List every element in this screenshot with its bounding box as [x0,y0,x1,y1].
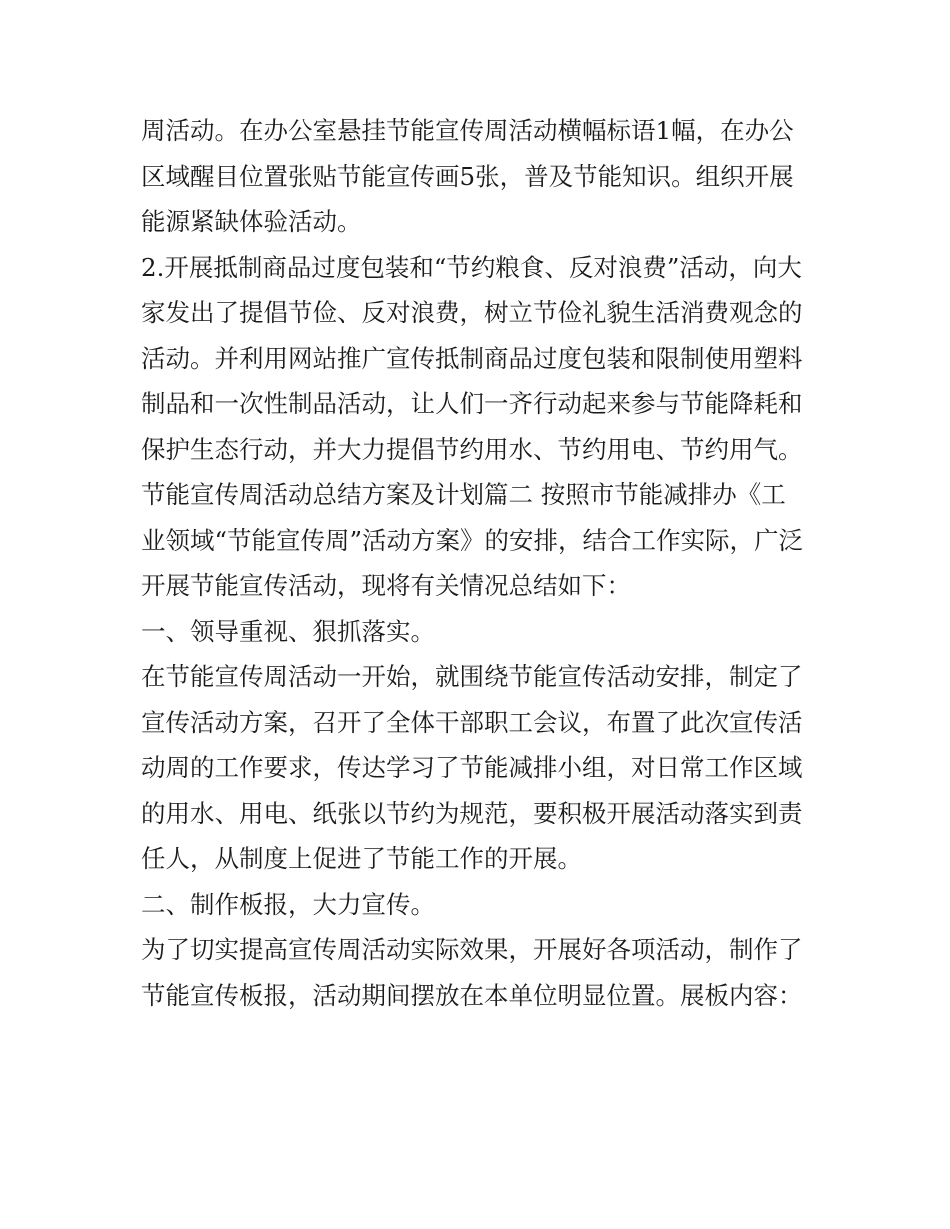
text-line: 业领域“节能宣传周”活动方案》的安排，结合工作实际，广泛 [141,525,804,555]
text-line: 家发出了提倡节俭、反对浪费，树立节俭礼貌生活消费观念的 [141,298,803,327]
text-line: 开展节能宣传活动，现将有关情况总结如下： [141,571,631,600]
text-line: 宣传活动方案，召开了全体干部职工会议，布置了此次宣传活 [141,707,803,737]
text-line: 2.开展抵制商品过度包装和“节约粮食、反对浪费”活动，向大 [141,252,802,282]
document-body [141,108,821,1018]
text-line: 周活动。在办公室悬挂节能宣传周活动横幅标语1幅，在办公 [141,116,794,145]
text-line: 节能宣传周活动总结方案及计划篇二 按照市节能减排办《工 [141,480,786,509]
section-heading: 二、制作板报，大力宣传。 [141,889,435,919]
text-line: 保护生态行动，并大力提倡节约用水、节约用电、节约用气。 [141,434,803,464]
text-line: 能源紧缺体验活动。 [141,207,362,236]
section-heading: 一、领导重视、狠抓落实。 [141,616,435,646]
text-line: 的用水、用电、纸张以节约为规范，要积极开展活动落实到责 [141,798,803,828]
text-line: 活动。并利用网站推广宣传抵制商品过度包装和限制使用塑料 [141,343,803,373]
text-line: 制品和一次性制品活动，让人们一齐行动起来参与节能降耗和 [141,389,803,418]
text-line: 节能宣传板报，活动期间摆放在本单位明显位置。展板内容： [141,980,803,1010]
text-line: 为了切实提高宣传周活动实际效果，开展好各项活动，制作了 [141,935,803,964]
text-line: 动周的工作要求，传达学习了节能减排小组，对日常工作区域 [141,753,803,782]
text-line: 在节能宣传周活动一开始，就围绕节能宣传活动安排，制定了 [141,662,803,691]
text-line: 任人，从制度上促进了节能工作的开展。 [141,844,582,873]
text-line: 区域醒目位置张贴节能宣传画5张，普及节能知识。组织开展 [141,161,794,191]
